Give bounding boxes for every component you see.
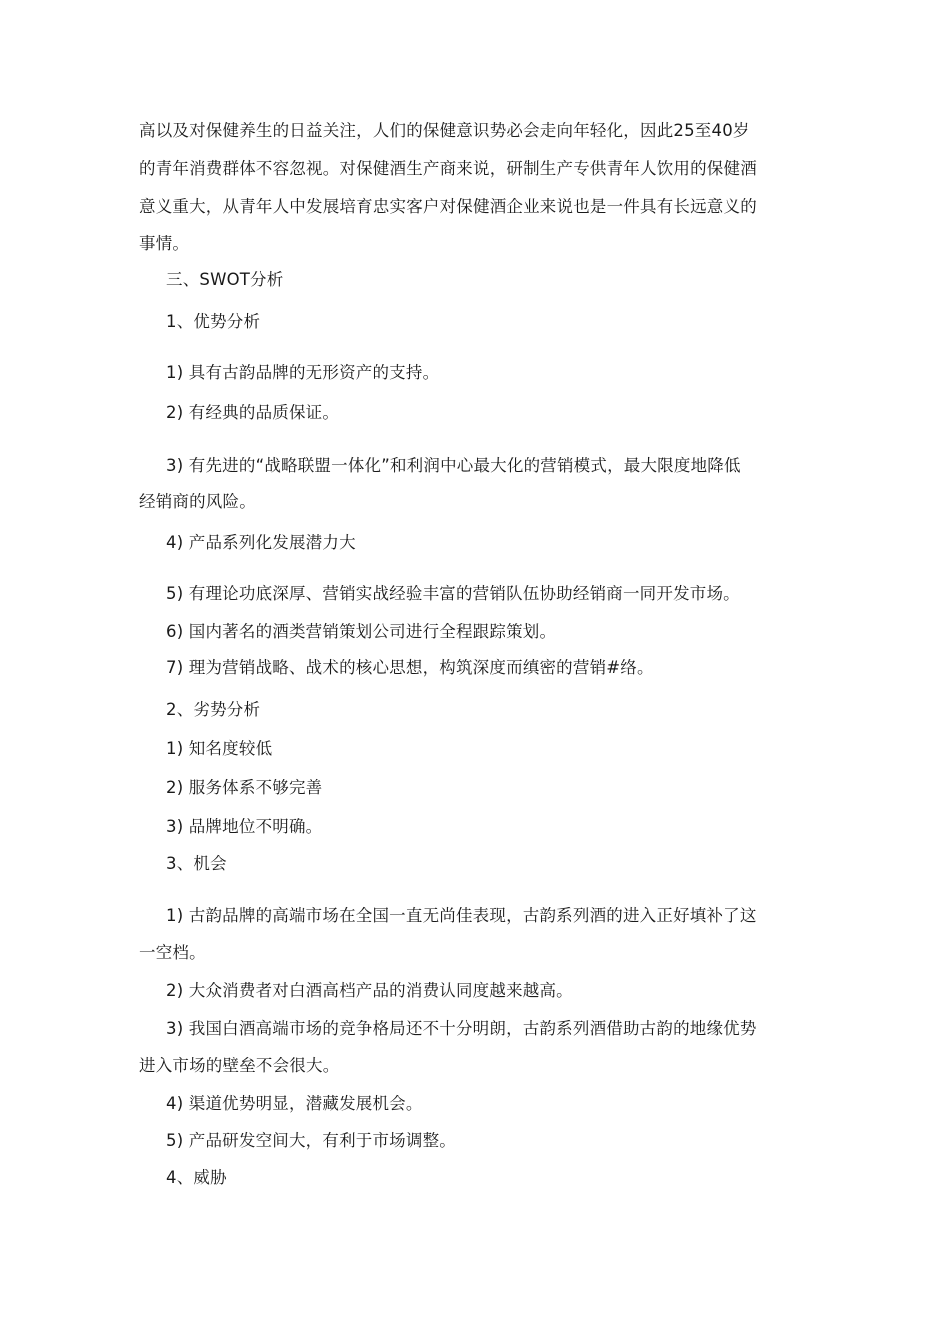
list-item: 2) 大众消费者对白酒高档产品的消费认同度越来越高。 [166,981,573,1000]
list-item: 7) 理为营销战略、战术的核心思想，构筑深度而缜密的营销#络。 [166,658,654,677]
list-item: 1) 知名度较低 [166,739,273,758]
list-item-continuation: 进入市场的壁垒不会很大。 [139,1056,340,1075]
list-item: 2) 有经典的品质保证。 [166,403,340,422]
subsection-heading: 1、优势分析 [166,312,261,331]
list-item: 1) 古韵品牌的高端市场在全国一直无尚佳表现，古韵系列酒的进入正好填补了这 [166,906,757,925]
body-text-line: 事情。 [139,234,190,253]
body-text-line: 高以及对保健养生的日益关注，人们的保健意识势必会走向年轻化，因此25至40岁 [139,121,750,140]
list-item-continuation: 一空档。 [139,943,206,962]
list-item: 3) 品牌地位不明确。 [166,817,323,836]
list-item: 3) 有先进的“战略联盟一体化”和利润中心最大化的营销模式，最大限度地降低 [166,456,741,475]
list-item: 3) 我国白酒高端市场的竞争格局还不十分明朗，古韵系列酒借助古韵的地缘优势 [166,1019,757,1038]
list-item: 1) 具有古韵品牌的无形资产的支持。 [166,363,440,382]
list-item: 5) 产品研发空间大，有利于市场调整。 [166,1131,456,1150]
list-item: 5) 有理论功底深厚、营销实战经验丰富的营销队伍协助经销商一同开发市场。 [166,584,740,603]
list-item: 2) 服务体系不够完善 [166,778,323,797]
list-item: 4) 渠道优势明显，潜藏发展机会。 [166,1094,423,1113]
subsection-heading: 3、机会 [166,854,227,873]
body-text-line: 的青年消费群体不容忽视。对保健酒生产商来说，研制生产专供青年人饮用的保健酒 [139,159,757,178]
body-text-line: 意义重大，从青年人中发展培育忠实客户对保健酒企业来说也是一件具有长远意义的 [139,197,757,216]
list-item: 4) 产品系列化发展潜力大 [166,533,356,552]
section-heading: 三、SWOT分析 [166,270,284,289]
subsection-heading: 4、威胁 [166,1168,227,1187]
list-item-continuation: 经销商的风险。 [139,492,256,511]
list-item: 6) 国内著名的酒类营销策划公司进行全程跟踪策划。 [166,622,557,641]
subsection-heading: 2、劣势分析 [166,700,261,719]
